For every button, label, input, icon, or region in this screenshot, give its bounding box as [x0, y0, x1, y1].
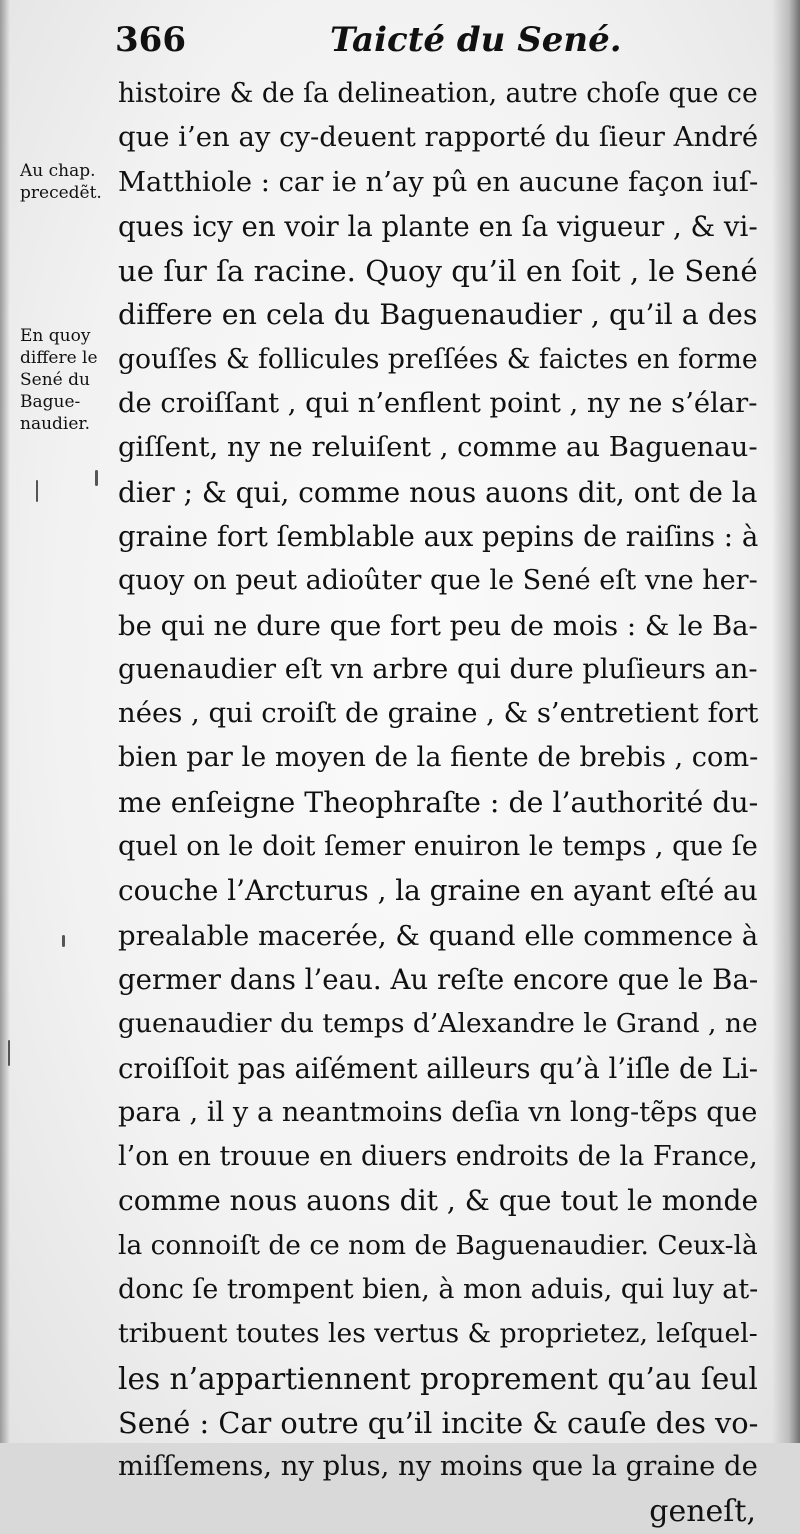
text-line: guenaudier eſt vn arbre qui dure pluſieurs an- — [118, 653, 758, 685]
text-line: tribuent toutes les vertus & proprietez, leſquel- — [118, 1318, 758, 1350]
page-edge-shadow-right — [772, 0, 800, 1443]
text-line: quel on le doit ſemer enuiron le temps , que ſe — [118, 831, 758, 863]
margin-note-line: Au chap. — [20, 161, 96, 181]
ink-speck — [8, 1040, 10, 1066]
body-text — [118, 72, 768, 1534]
text-line: croiſſoit pas aiſément ailleurs qu’à l’iſle de Li- — [118, 1052, 759, 1085]
ink-speck — [95, 470, 98, 486]
text-line: Sené : Car outre qu’il incite & cauſe des vo- — [118, 1405, 759, 1440]
text-line: ue ſur ſa racine. Quoy qu’il en ſoit , le Sené — [118, 254, 758, 289]
text-line: histoire & de ſa delineation, autre choſe que ce — [118, 78, 758, 109]
margin-note-line: naudier. — [20, 414, 91, 434]
text-line: prealable macerée, & quand elle commence à — [118, 919, 759, 952]
text-line: para , il y a neantmoins deſia vn long-tẽps que — [118, 1096, 758, 1128]
running-title: Taicté du Sené. — [330, 20, 622, 60]
catchword: geneſt, — [649, 1493, 756, 1529]
text-line: gouſſes & follicules preſſées & faictes en forme — [118, 343, 758, 375]
text-line: donc ſe trompent bien, à mon aduis, qui luy at- — [118, 1274, 759, 1306]
text-line: giſſent, ny ne reluiſent , comme au Baguenau- — [118, 432, 758, 464]
page-header — [115, 20, 675, 68]
text-line: que i’en ay cy-deuent rapporté du ſieur André — [118, 122, 759, 154]
text-line: Matthiole : car ie n’ay pû en aucune façon iuſ- — [118, 166, 759, 198]
margin-note-line: En quoy — [20, 326, 91, 346]
text-line: comme nous auons dit , & que tout le monde — [118, 1184, 759, 1218]
text-line: differe en cela du Baguenaudier , qu’il a des — [118, 298, 758, 332]
text-line: la connoiſt de ce nom de Baguenaudier. Ceux-là — [118, 1229, 758, 1261]
text-line: guenaudier du temps d’Alexandre le Grand , ne — [118, 1008, 758, 1040]
margin-note-chapter-reference — [20, 160, 102, 204]
text-line: be qui ne dure que fort peu de mois : & le Ba- — [118, 609, 758, 642]
text-line: graine fort ſemblable aux pepins de raiſins : à — [118, 520, 759, 553]
text-line: ques icy en voir la plante en ſa vigueur , & vi- — [118, 209, 758, 243]
margin-note-difference — [20, 325, 98, 435]
margin-note-line: differe le — [20, 348, 98, 368]
text-line: bien par le moyen de la fiente de brebis , com- — [118, 742, 759, 774]
text-line: me enſeigne Theophraſte : de l’authorité du- — [118, 785, 759, 819]
text-line: l’on en trouue en diuers endroits de la France, — [118, 1141, 758, 1173]
margin-note-line: Bague- — [20, 392, 81, 412]
text-line: nées , qui croiſt de graine , & s’entretient fort — [118, 698, 759, 730]
ink-speck — [62, 935, 65, 947]
text-line: miſſemens, ny plus, ny moins que la graine de — [118, 1451, 758, 1483]
text-line: couche l’Arcturus , la graine en ayant eſté au — [118, 874, 758, 908]
margin-note-line: precedẽt. — [20, 183, 102, 203]
text-line: quoy on peut adioûter que le Sené eſt vne her- — [118, 565, 758, 597]
text-line: dier ; & qui, comme nous auons dit, ont de la — [118, 475, 758, 509]
text-line: les n’appartiennent proprement qu’au ſeul — [118, 1361, 758, 1396]
text-line: germer dans l’eau. Au reſte encore que le Ba- — [118, 962, 759, 996]
margin-note-line: Sené du — [20, 370, 90, 390]
text-line: de croiſſant , qui n’enflent point , ny ne s’élar- — [118, 388, 758, 420]
page-number: 366 — [115, 20, 186, 60]
ink-speck — [36, 480, 38, 502]
page-edge-shadow-left — [0, 0, 10, 1443]
